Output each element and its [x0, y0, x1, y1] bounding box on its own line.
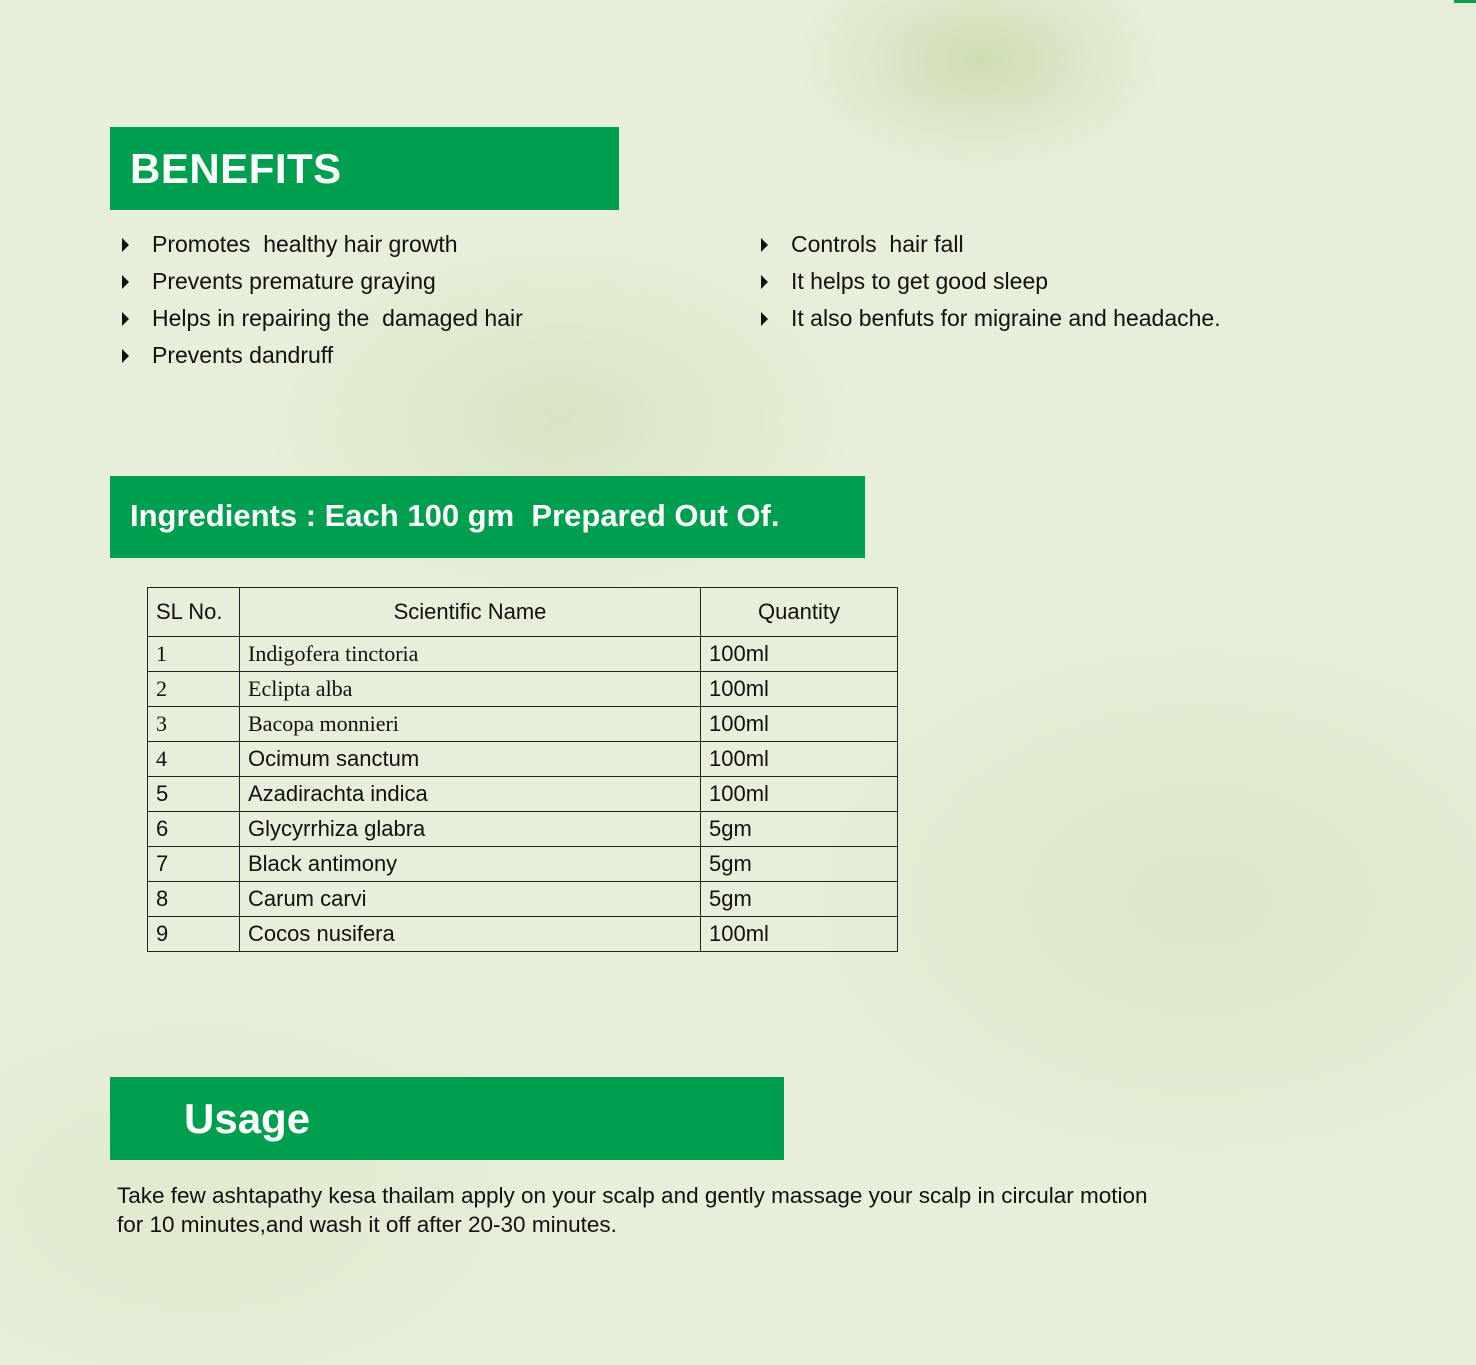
- benefit-item: Controls hair fall: [761, 226, 1221, 263]
- cell-sl-no: 2: [148, 672, 240, 707]
- usage-heading: [110, 1077, 784, 1160]
- cell-scientific-name: Azadirachta indica: [240, 777, 701, 812]
- triangle-bullet-icon: [761, 275, 768, 289]
- triangle-bullet-icon: [761, 238, 768, 252]
- cell-sl-no: 9: [148, 917, 240, 952]
- cell-quantity: 5gm: [701, 882, 898, 917]
- triangle-bullet-icon: [122, 312, 129, 326]
- cell-scientific-name: Carum carvi: [240, 882, 701, 917]
- benefit-item: Promotes healthy hair growth: [122, 226, 523, 263]
- cell-sl-no: 1: [148, 637, 240, 672]
- benefits-list-left: [122, 226, 523, 374]
- triangle-bullet-icon: [122, 238, 129, 252]
- ingredients-title: Ingredients : Each 100 gm Prepared Out Of.: [130, 498, 780, 533]
- cell-sl-no: 6: [148, 812, 240, 847]
- cell-scientific-name: Glycyrrhiza glabra: [240, 812, 701, 847]
- cell-sl-no: 7: [148, 847, 240, 882]
- table-row: [148, 917, 898, 952]
- cell-quantity: 100ml: [701, 707, 898, 742]
- cell-sl-no: 8: [148, 882, 240, 917]
- cell-sl-no: 3: [148, 707, 240, 742]
- cell-scientific-name: Indigofera tinctoria: [240, 637, 701, 672]
- cell-scientific-name: Eclipta alba: [240, 672, 701, 707]
- cell-quantity: 100ml: [701, 917, 898, 952]
- cell-sl-no: 5: [148, 777, 240, 812]
- benefit-item: Prevents premature graying: [122, 263, 523, 300]
- cell-quantity: 5gm: [701, 847, 898, 882]
- usage-title: Usage: [184, 1095, 311, 1142]
- usage-line-1: Take few ashtapathy kesa thailam apply on your scalp and gently massage your scalp in circular motion: [117, 1183, 1148, 1208]
- table-row: [148, 777, 898, 812]
- table-row: [148, 812, 898, 847]
- cell-quantity: 100ml: [701, 637, 898, 672]
- benefit-item: It helps to get good sleep: [761, 263, 1221, 300]
- triangle-bullet-icon: [761, 312, 768, 326]
- header-scientific-name: Scientific Name: [240, 588, 701, 637]
- benefit-item: It also benfuts for migraine and headache.: [761, 300, 1221, 337]
- corner-accent: [1454, 0, 1476, 3]
- cell-scientific-name: Ocimum sanctum: [240, 742, 701, 777]
- benefit-item: Prevents dandruff: [122, 337, 523, 374]
- table-row: [148, 882, 898, 917]
- header-sl-no: SL No.: [148, 588, 240, 637]
- ingredients-table: [147, 587, 898, 952]
- cell-quantity: 100ml: [701, 672, 898, 707]
- usage-line-2: for 10 minutes,and wash it off after 20-30 minutes.: [117, 1212, 617, 1237]
- cell-scientific-name: Bacopa monnieri: [240, 707, 701, 742]
- ingredients-heading: [110, 476, 865, 558]
- header-quantity: Quantity: [701, 588, 898, 637]
- benefits-list-right: [761, 226, 1221, 337]
- benefits-heading: [110, 127, 619, 210]
- usage-description: [117, 1181, 1367, 1239]
- table-header-row: [148, 588, 898, 637]
- triangle-bullet-icon: [122, 275, 129, 289]
- cell-quantity: 5gm: [701, 812, 898, 847]
- benefit-item: Helps in repairing the damaged hair: [122, 300, 523, 337]
- table-row: [148, 707, 898, 742]
- triangle-bullet-icon: [122, 349, 129, 363]
- benefits-title: BENEFITS: [130, 145, 342, 192]
- cell-quantity: 100ml: [701, 777, 898, 812]
- table-row: [148, 742, 898, 777]
- table-row: [148, 847, 898, 882]
- table-row: [148, 672, 898, 707]
- cell-scientific-name: Cocos nusifera: [240, 917, 701, 952]
- cell-quantity: 100ml: [701, 742, 898, 777]
- cell-sl-no: 4: [148, 742, 240, 777]
- cell-scientific-name: Black antimony: [240, 847, 701, 882]
- table-row: [148, 637, 898, 672]
